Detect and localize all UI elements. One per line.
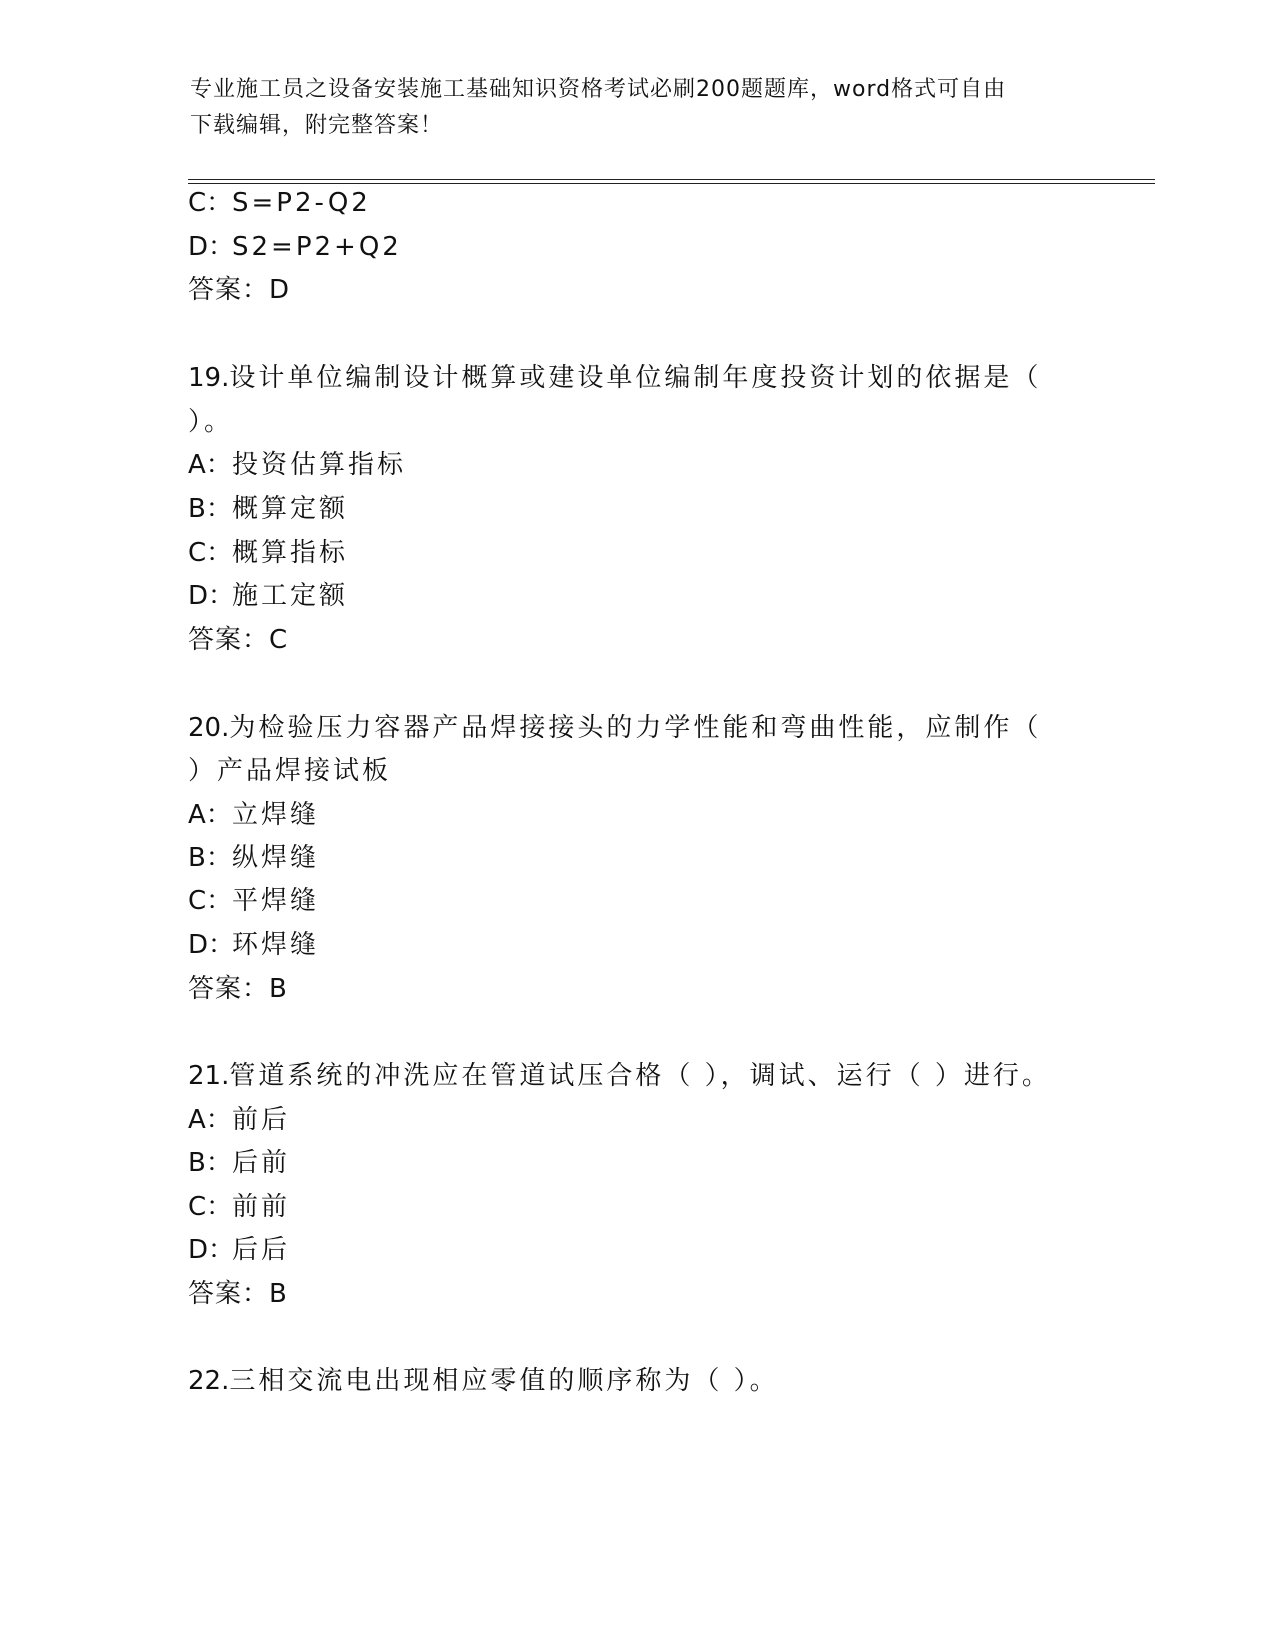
question-19-option-c (188, 536, 348, 570)
option-letter: B： (188, 494, 232, 524)
option-letter: D： (188, 581, 235, 611)
question-20-option-d (188, 928, 319, 962)
option-text: S=P2-Q2 (232, 188, 371, 218)
option-letter: C： (188, 1192, 233, 1222)
option-letter: B： (188, 843, 232, 873)
header-divider-bottom (188, 183, 1155, 184)
question-21-answer: 答案：B (188, 1279, 288, 1309)
question-19-stem-continued: ）。 (188, 407, 234, 437)
option-text: 后后 (232, 1235, 291, 1265)
question-19-stem (188, 361, 1041, 395)
option-text: 前后 (232, 1105, 291, 1135)
question-20-stem-continued: ）产品焊接试板 (188, 756, 392, 786)
question-20-stem (188, 711, 1041, 745)
question-21-option-b (188, 1146, 290, 1180)
question-19-option-b (188, 492, 348, 526)
option-text: 平焊缝 (232, 886, 320, 916)
option-text: 概算定额 (232, 494, 349, 524)
option-d-prev (188, 230, 402, 264)
question-21-option-a (188, 1103, 290, 1137)
question-21-stem (188, 1059, 1051, 1093)
question-20-option-a (188, 798, 319, 832)
header-divider-top (188, 179, 1155, 180)
question-22-stem (188, 1364, 779, 1398)
question-number: 19. (188, 363, 230, 393)
question-text: 设计单位编制设计概算或建设单位编制年度投资计划的依据是（ (229, 363, 1042, 393)
question-text: 三相交流电出现相应零值的顺序称为（ ）。 (229, 1366, 779, 1396)
option-text: 后前 (232, 1148, 291, 1178)
question-text: 管道系统的冲洗应在管道试压合格（ ），调试、运行（ ）进行。 (229, 1061, 1051, 1091)
option-text: 施工定额 (232, 581, 349, 611)
option-letter: A： (188, 450, 232, 480)
option-c-prev (188, 186, 371, 220)
option-letter: C： (188, 188, 233, 218)
question-text: 为检验压力容器产品焊接接头的力学性能和弯曲性能，应制作（ (229, 713, 1042, 743)
question-21-option-c (188, 1190, 290, 1224)
question-20-option-b (188, 841, 319, 875)
option-text: S2=P2+Q2 (232, 232, 402, 262)
option-letter: D： (188, 1235, 235, 1265)
answer-prev: 答案：D (188, 275, 291, 305)
question-number: 22. (188, 1366, 230, 1396)
option-text: 前前 (232, 1192, 291, 1222)
option-text: 纵焊缝 (232, 843, 320, 873)
document-header (190, 72, 1090, 144)
question-20-answer: 答案：B (188, 974, 288, 1004)
option-text: 概算指标 (232, 538, 349, 568)
question-20-option-c (188, 884, 319, 918)
header-line-1: 专业施工员之设备安装施工基础知识资格考试必刷200题题库，word格式可自由 (190, 77, 1007, 102)
question-number: 20. (188, 713, 230, 743)
option-letter: B： (188, 1148, 232, 1178)
question-number: 21. (188, 1061, 230, 1091)
header-line-2: 下载编辑，附完整答案！ (190, 113, 444, 138)
option-text: 立焊缝 (232, 800, 320, 830)
question-19-option-d (188, 579, 348, 613)
option-letter: D： (188, 232, 235, 262)
question-19-answer: 答案：C (188, 625, 289, 655)
option-letter: A： (188, 1105, 232, 1135)
option-text: 环焊缝 (232, 930, 320, 960)
option-letter: C： (188, 886, 233, 916)
question-19-option-a (188, 448, 406, 482)
option-letter: D： (188, 930, 235, 960)
question-21-option-d (188, 1233, 290, 1267)
option-text: 投资估算指标 (232, 450, 407, 480)
option-letter: A： (188, 800, 232, 830)
option-letter: C： (188, 538, 233, 568)
